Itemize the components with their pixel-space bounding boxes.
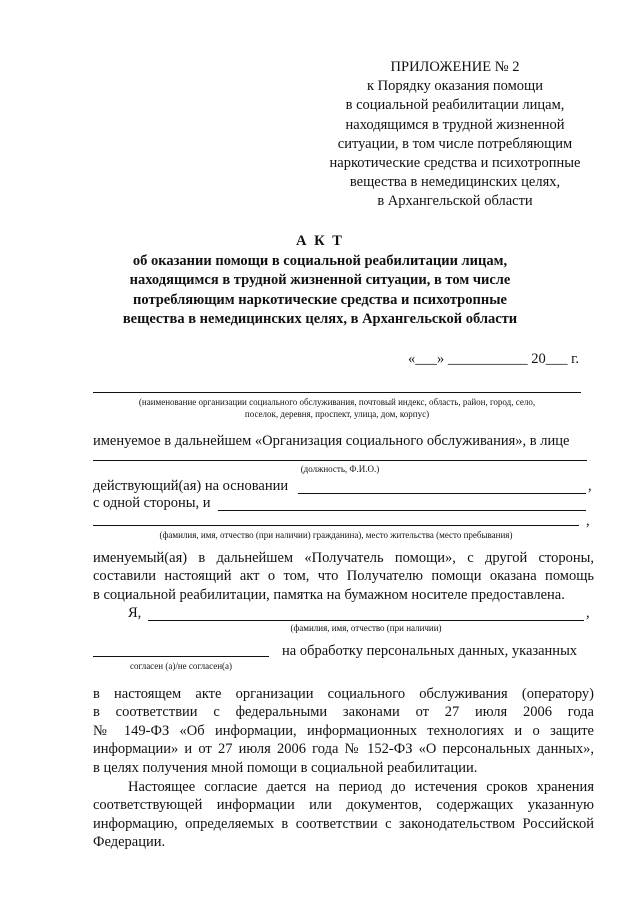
fio-caption: (фамилия, имя, отчество (при наличии): [290, 623, 442, 633]
appendix-line: находящимся в трудной жизненной: [345, 116, 565, 133]
acting-basis-line: [298, 493, 586, 494]
date-line: «___» ___________ 20___ г.: [408, 351, 580, 367]
paragraph-line: в социальной реабилитации, памятка на бумажном носителе предоставлена.: [93, 586, 565, 603]
paragraph-line: в целях получения мной помощи в социальной реабилитации.: [93, 759, 478, 776]
paragraph-line: информации» и от 27 июля 2006 года № 152-ФЗ «О персональных данных»,: [93, 741, 594, 758]
one-side-label: с одной стороны, и: [93, 495, 211, 511]
appendix-header: [305, 58, 605, 212]
paragraph-line: соответствующей информации или документов, содержащих указанную: [93, 797, 594, 814]
recipient-paragraph: [93, 549, 594, 604]
appendix-line: наркотические средства и психотропные: [329, 155, 581, 172]
paragraph-line: составили настоящий акт о том, что Получателю помощи оказана помощь: [93, 568, 594, 585]
consent-text: на обработку персональных данных, указанных: [282, 643, 578, 659]
paragraph-line: информацию, определяемых в соответствии с законодательством Российской: [93, 815, 594, 832]
org-caption-2: поселок, деревня, проспект, улица, дом, корпус): [244, 409, 430, 419]
citizen-line: [93, 525, 579, 526]
appendix-line: ситуации, в том числе потребляющим: [337, 135, 573, 152]
position-caption: (должность, Ф.И.О.): [300, 464, 380, 474]
paragraph-line: в настоящем акте организации социального обслуживания (оператору): [93, 686, 594, 702]
org-name-line: [93, 392, 581, 393]
paragraph-line: № 149-ФЗ «Об информации, информационных технологиях и о защите: [93, 722, 594, 739]
paragraph-line: Настоящее согласие дается на период до истечения сроков хранения: [128, 779, 594, 795]
appendix-line: ПРИЛОЖЕНИЕ № 2: [390, 59, 520, 75]
consent-paragraph: [93, 685, 594, 777]
paragraph-line: Федерации.: [93, 834, 166, 851]
i-label: Я,: [128, 605, 142, 621]
comma: ,: [586, 605, 590, 621]
title-line: об оказании помощи в социальной реабилитации лицам,: [132, 252, 508, 269]
appendix-line: в Архангельской области: [377, 193, 533, 210]
consent-caption: согласен (а)/не согласен(а): [129, 661, 233, 671]
named-org-text: именуемое в дальнейшем «Организация социального обслуживания», в лице: [93, 433, 570, 449]
one-side-line: [218, 510, 586, 511]
appendix-line: в социальной реабилитации лицам,: [345, 97, 565, 114]
paragraph-line: именуемый(ая) в дальнейшем «Получатель помощи», с другой стороны,: [93, 550, 594, 566]
title-line: находящимся в трудной жизненной ситуации, в том числе: [129, 272, 511, 288]
title-line: вещества в немедицинских целях, в Архангельской области: [122, 311, 518, 327]
appendix-line: вещества в немедицинских целях,: [349, 174, 561, 191]
consent-line: [93, 656, 269, 657]
comma: ,: [586, 513, 590, 529]
comma: ,: [588, 478, 592, 494]
validity-paragraph: [93, 778, 594, 852]
citizen-caption: (фамилия, имя, отчество (при наличии) гражданина), место жительства (место пребывания): [159, 530, 513, 540]
acting-basis-label: действующий(ая) на основании: [93, 478, 289, 494]
org-caption-1: (наименование организации социального обслуживания, почтовый индекс, область, район, город, село,: [138, 397, 536, 407]
position-line: [93, 460, 587, 461]
title-line: потребляющим наркотические средства и психотропные: [133, 291, 507, 308]
paragraph-line: в соответствии с федеральными законами от 27 июля 2006 года: [93, 704, 594, 721]
title-word: А К Т: [296, 233, 344, 249]
appendix-line: к Порядку оказания помощи: [367, 78, 543, 95]
document-title: [70, 232, 570, 330]
fio-line: [148, 620, 584, 621]
